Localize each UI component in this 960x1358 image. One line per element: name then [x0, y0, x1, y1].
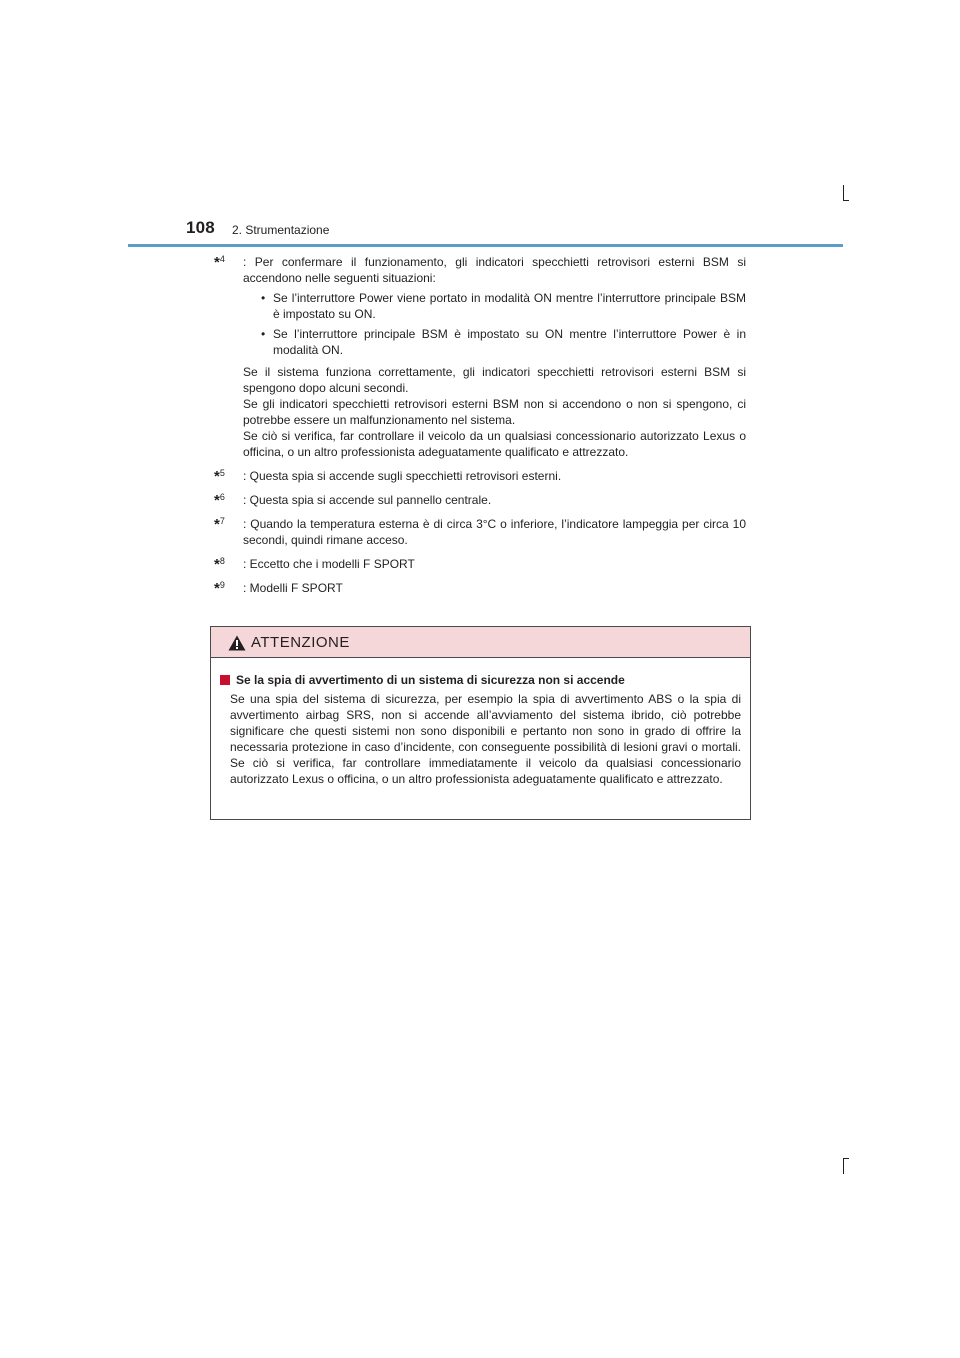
footnote-marker: *$^8$ — [214, 556, 225, 573]
page-number: 108 — [186, 218, 215, 237]
list-item: • Se l’interruttore Power viene portato in modalità ON mentre l’interruttore principale BSM è impostato su ON. — [261, 291, 746, 321]
footnote-text: : Per confermare il funzionamento, gli indicatori specchietti retrovisori esterni BSM si accendono nelle seguenti situazioni: — [243, 255, 746, 285]
footnote-marker: *$^6$ — [214, 492, 225, 509]
crop-mark-top-tick — [843, 200, 849, 201]
warning-title: ATTENZIONE — [251, 634, 350, 651]
footnote-9 — [214, 580, 746, 596]
bullet-icon: • — [261, 327, 266, 341]
footnote-8 — [214, 556, 746, 572]
paragraph: Se ciò si verifica, far controllare il veicolo da un qualsiasi concessionario autorizzato Lexus o officina, o un altro professionista adeguatamente qualificato e attrezzato. — [243, 429, 746, 459]
footnote-7 — [214, 516, 746, 548]
warning-subtitle: Se la spia di avvertimento di un sistema di sicurezza non si accende — [220, 672, 741, 688]
footnote-5 — [214, 468, 746, 484]
paragraph: Se il sistema funziona correttamente, gli indicatori specchietti retrovisori esterni BSM si spengono dopo alcuni secondi. — [243, 365, 746, 395]
crop-mark-top — [843, 185, 844, 201]
header-rule — [128, 244, 843, 247]
footnote-marker: *$^4$ — [214, 254, 225, 271]
footnote-6 — [214, 492, 746, 508]
square-bullet-icon — [220, 675, 230, 685]
bullet-icon: • — [261, 291, 266, 305]
footnote-marker: *$^5$ — [214, 468, 225, 485]
warning-header — [211, 627, 750, 658]
crop-mark-bottom — [843, 1158, 844, 1174]
footnote-marker: *$^7$ — [214, 516, 225, 533]
footnotes — [214, 254, 746, 604]
footnote-text: : Modelli F SPORT — [243, 581, 343, 595]
warning-triangle-icon — [228, 635, 246, 651]
footnote-text: : Questa spia si accende sul pannello centrale. — [243, 493, 492, 507]
footnote-text: : Questa spia si accende sugli specchietti retrovisori esterni. — [243, 469, 562, 483]
footnote-text: : Eccetto che i modelli F SPORT — [243, 557, 415, 571]
footnote-text: : Quando la temperatura esterna è di circa 3°C o inferiore, l’indicatore lampeggia per circa 10 secondi, quindi rimane acceso. — [243, 517, 746, 547]
warning-text: Se una spia del sistema di sicurezza, per esempio la spia di avvertimento ABS o la spia di avvertimento airbag SRS, non si accende all’avviamento del sistema ibrido, ciò potrebbe significare che questi sistemi non sono disponibili e pertanto non sono in grado di offrire la necessaria protezione in caso d’incidente, con conseguente possibilità di lesioni gravi o mortali. Se ciò si verifica, far controllare immediatamente il veicolo da qualsiasi concessionario autorizzato Lexus o officina, o un altro professionista adeguatamente qualificato e attrezzato. — [230, 692, 741, 786]
footnote-4 — [214, 254, 746, 460]
list-item: • Se l’interruttore principale BSM è impostato su ON mentre l’interruttore Power è in modalità ON. — [261, 327, 746, 357]
footnote-marker: *$^9$ — [214, 580, 225, 597]
paragraph: Se gli indicatori specchietti retrovisori esterni BSM non si accendono o non si spengono, ci potrebbe essere un malfunzionamento nel sistema. — [243, 397, 746, 427]
crop-mark-bottom-tick — [843, 1158, 849, 1159]
warning-box — [210, 626, 751, 820]
section-title: 2. Strumentazione — [232, 223, 330, 237]
warning-body — [211, 658, 750, 787]
